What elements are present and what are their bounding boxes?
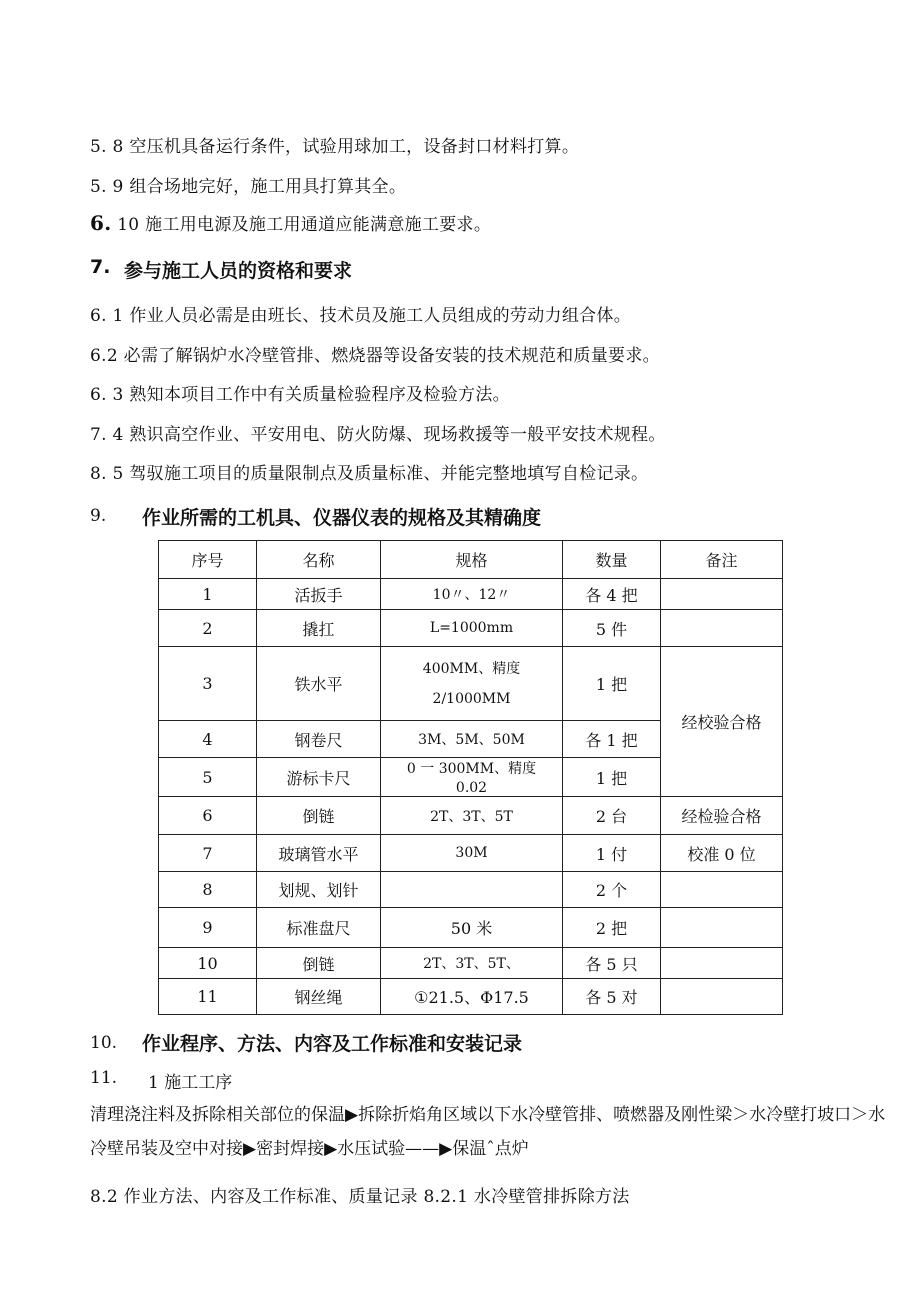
text-line-5-8: 5. 8 空压机具备运行条件，试验用球加工，设备封口材料打算。 (90, 137, 580, 157)
header-cell: 序号 (159, 541, 257, 579)
table-cell: 3M、5M、50M (381, 721, 563, 758)
table-cell (661, 948, 783, 979)
table-row (159, 579, 783, 610)
spec-clip (381, 758, 562, 796)
spec-line: 0 一 300MM、精度 (406, 761, 537, 777)
table-cell: 倒链 (257, 948, 381, 979)
table-cell: 2 把 (563, 908, 661, 948)
table-cell: 各 5 只 (563, 948, 661, 979)
table-cell: 各 1 把 (563, 721, 661, 758)
table-cell: 2 (159, 610, 257, 647)
table-cell (381, 872, 563, 908)
table-cell: 1 把 (563, 647, 661, 721)
header-cell: 备注 (661, 541, 783, 579)
section-9-title: 作业所需的工机具、仪器仪表的规格及其精确度 (142, 507, 542, 529)
table-cell: 倒链 (257, 797, 381, 835)
table-cell: 5 (159, 758, 257, 797)
table-cell: 2 个 (563, 872, 661, 908)
tools-table (158, 540, 783, 1015)
table-cell: 钢丝绳 (257, 979, 381, 1015)
table-cell (661, 979, 783, 1015)
text-line-6-10 (90, 210, 491, 235)
table-cell: L=1000mm (381, 610, 563, 647)
section-10-number: 10. (90, 1033, 118, 1053)
table-cell (661, 872, 783, 908)
table-cell: 铁水平 (257, 647, 381, 721)
construction-flow-paragraph: 清理浇注料及拆除相关部位的保温▶拆除折焰角区域以下水冷壁管排、喷燃器及刚性梁＞水冷壁打坡口＞水冷壁吊装及空中对接▶密封焊接▶水压试验——▶保温ˆ点炉 (90, 1105, 886, 1159)
table-cell: 9 (159, 908, 257, 948)
table-cell (381, 647, 563, 721)
table-cell: 10〃、12〃 (381, 579, 563, 610)
text-line-6-1: 6. 1 作业人员必需是由班长、技术员及施工人员组成的劳动力组合体。 (90, 306, 632, 326)
table-cell: 撬扛 (257, 610, 381, 647)
table-cell (381, 758, 563, 797)
table-cell: 4 (159, 721, 257, 758)
table-row (159, 647, 783, 721)
table-cell: 5 件 (563, 610, 661, 647)
table-cell: 3 (159, 647, 257, 721)
table-cell: 活扳手 (257, 579, 381, 610)
table-cell: 8 (159, 872, 257, 908)
table-row (159, 948, 783, 979)
table-cell: ①21.5、Φ17.5 (381, 979, 563, 1015)
table-cell: 各 4 把 (563, 579, 661, 610)
table-cell: 2 台 (563, 797, 661, 835)
line-11-text: 1 施工工序 (148, 1073, 233, 1093)
table-cell: 50 米 (381, 908, 563, 948)
table-cell: 1 付 (563, 835, 661, 872)
spec-line: 400MM、精度 (422, 660, 521, 677)
table-row (159, 610, 783, 647)
table-cell: 校准 0 位 (661, 835, 783, 872)
table-cell: 6 (159, 797, 257, 835)
table-cell (661, 579, 783, 610)
table-row (159, 979, 783, 1015)
header-cell: 规格 (381, 541, 563, 579)
table-cell: 经检验合格 (661, 797, 783, 835)
table-header-row (159, 541, 783, 579)
text-line-8-5: 8. 5 驾驭施工项目的质量限制点及质量标准、并能完整地填写自检记录。 (90, 464, 649, 484)
table-cell: 11 (159, 979, 257, 1015)
table-row (159, 835, 783, 872)
text-line-5-9: 5. 9 组合场地完好，施工用具打算其全。 (90, 177, 407, 197)
merged-note-cell: 经校验合格 (661, 647, 783, 797)
table-cell (661, 908, 783, 948)
table-cell: 1 (159, 579, 257, 610)
text-line-6-2: 6.2 必需了解锅炉水冷壁管排、燃烧器等设备安装的技术规范和质量要求。 (90, 346, 660, 366)
section-10-title: 作业程序、方法、内容及工作标准和安装记录 (142, 1033, 523, 1055)
table-row (159, 872, 783, 908)
line-text: 10 施工用电源及施工用通道应能满意施工要求。 (111, 215, 492, 235)
table-cell: 玻璃管水平 (257, 835, 381, 872)
table-row (159, 908, 783, 948)
table-cell: 2T、3T、5T、 (381, 948, 563, 979)
spec-line: 2/1000MM (432, 690, 511, 707)
table-cell: 30M (381, 835, 563, 872)
text-line-7-4: 7. 4 熟识高空作业、平安用电、防火防爆、现场救援等一般平安技术规程。 (90, 425, 666, 445)
line-11-number: 11. (90, 1068, 118, 1088)
table-row (159, 797, 783, 835)
table-cell: 各 5 对 (563, 979, 661, 1015)
section-7-number: 7. (90, 256, 111, 278)
table-cell: 游标卡尺 (257, 758, 381, 797)
table-cell: 标准盘尺 (257, 908, 381, 948)
table-cell: 2T、3T、5T (381, 797, 563, 835)
section-9-number: 9. (90, 506, 107, 526)
section-7-title: 参与施工人员的资格和要求 (124, 260, 353, 282)
table-cell: 钢卷尺 (257, 721, 381, 758)
header-cell: 名称 (257, 541, 381, 579)
text-line-6-3: 6. 3 熟知本项目工作中有关质量检验程序及检验方法。 (90, 385, 510, 405)
header-cell: 数量 (563, 541, 661, 579)
table-cell: 10 (159, 948, 257, 979)
table-cell: 1 把 (563, 758, 661, 797)
table-cell: 7 (159, 835, 257, 872)
table-cell: 划规、划针 (257, 872, 381, 908)
table-cell (661, 610, 783, 647)
text-line-8-2: 8.2 作业方法、内容及工作标准、质量记录 8.2.1 水冷壁管排拆除方法 (90, 1187, 630, 1207)
line-number: 6. (90, 211, 112, 235)
spec-line: 0.02 (455, 780, 488, 796)
